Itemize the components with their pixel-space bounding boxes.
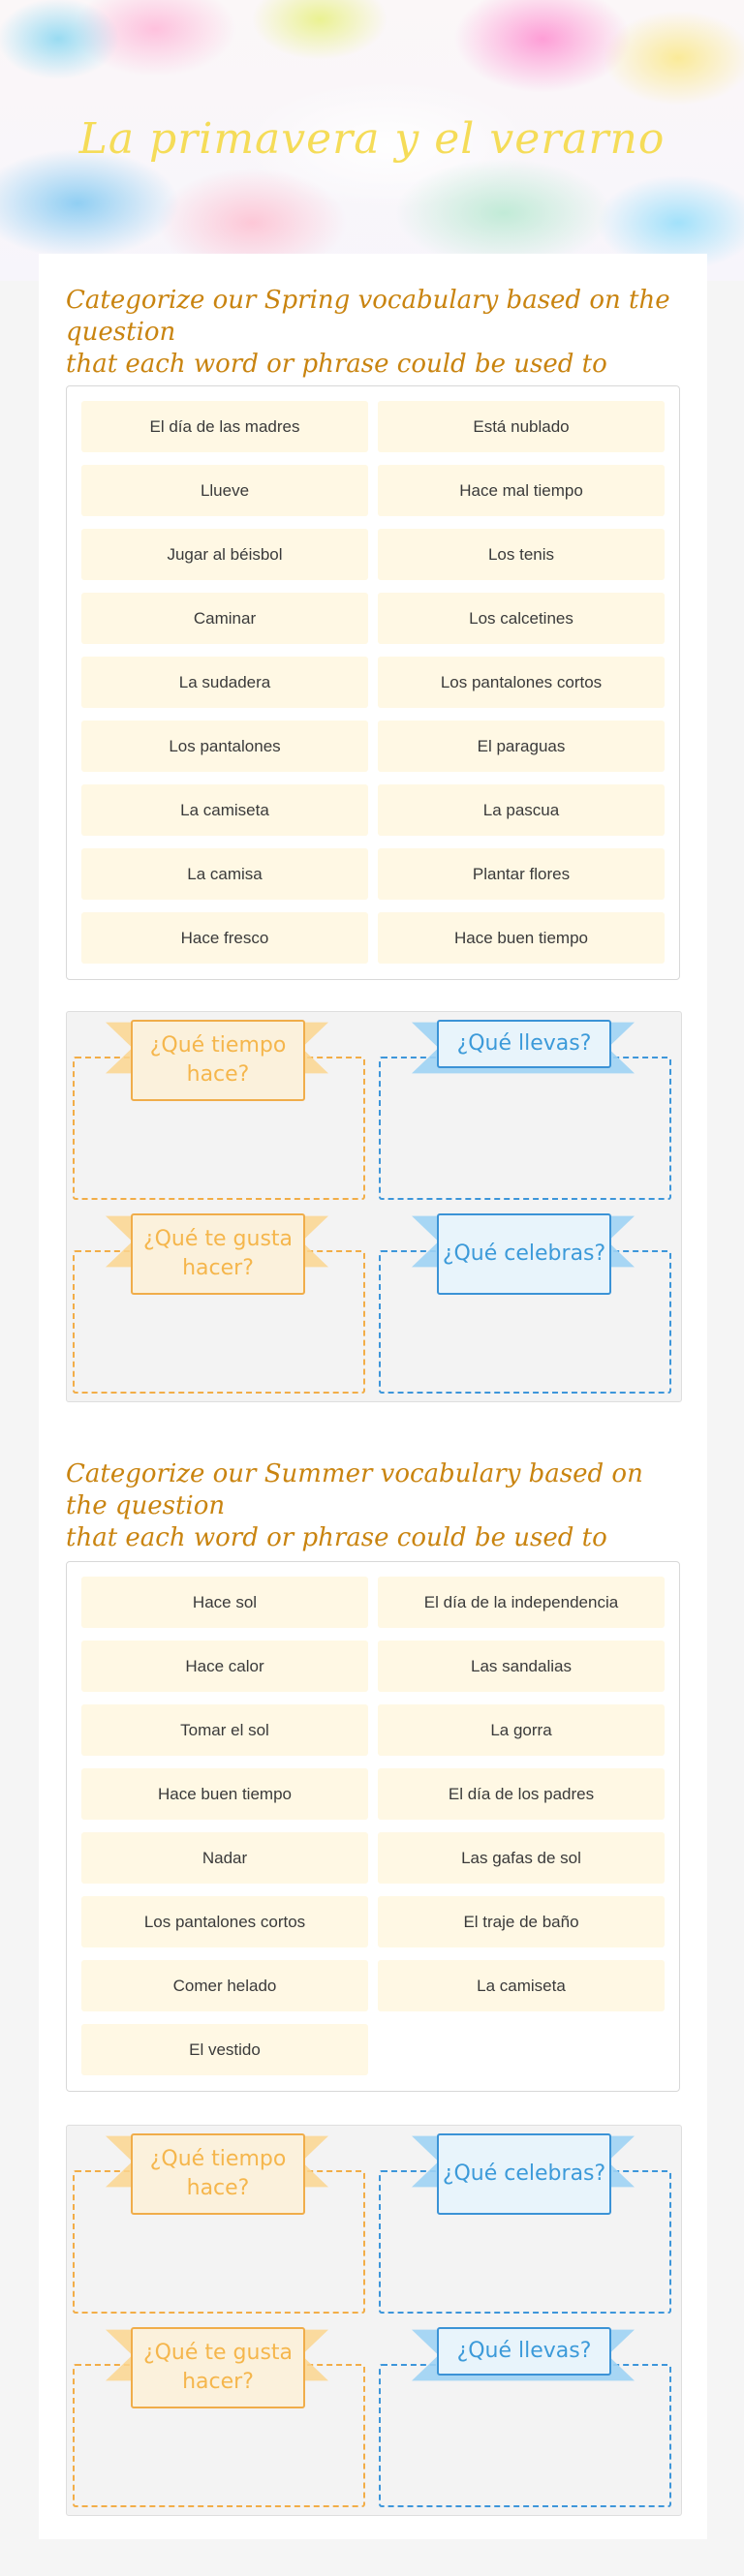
spring-category-area — [66, 1011, 682, 1402]
word-chip[interactable]: La camiseta — [378, 1960, 665, 2011]
word-chip[interactable]: La sudadera — [81, 657, 368, 708]
word-chip[interactable]: Los pantalones — [81, 721, 368, 772]
summer-word-bank — [66, 1561, 680, 2092]
word-chip[interactable]: El vestido — [81, 2024, 368, 2075]
spring-instructions-line1: Categorize our Spring vocabulary based on the question — [66, 286, 670, 347]
word-chip[interactable]: Comer helado — [81, 1960, 368, 2011]
category-label: ¿Qué celebras? — [437, 1213, 611, 1295]
word-chip[interactable]: El traje de baño — [378, 1896, 665, 1947]
word-chip[interactable]: La camisa — [81, 848, 368, 900]
category-label: ¿Qué llevas? — [437, 2327, 611, 2376]
word-chip[interactable]: El día de los padres — [378, 1768, 665, 1820]
word-chip[interactable]: Los calcetines — [378, 593, 665, 644]
word-chip[interactable]: Caminar — [81, 593, 368, 644]
word-chip[interactable]: Hace calor — [81, 1641, 368, 1692]
word-chip[interactable]: Los pantalones cortos — [378, 657, 665, 708]
word-chip[interactable]: Plantar flores — [378, 848, 665, 900]
word-chip[interactable]: Está nublado — [378, 401, 665, 452]
category-label: ¿Qué celebras? — [437, 2133, 611, 2215]
spring-instructions-line2: that each word or phrase could be used to — [66, 350, 607, 379]
worksheet-card — [39, 254, 707, 2539]
word-chip[interactable]: La pascua — [378, 784, 665, 836]
spring-word-bank — [66, 385, 680, 980]
category-label: ¿Qué te gusta hacer? — [131, 2327, 305, 2408]
word-chip[interactable]: La gorra — [378, 1704, 665, 1756]
word-chip[interactable]: Hace buen tiempo — [378, 912, 665, 964]
word-chip[interactable]: Tomar el sol — [81, 1704, 368, 1756]
word-chip[interactable]: Llueve — [81, 465, 368, 516]
word-chip[interactable]: El día de las madres — [81, 401, 368, 452]
category-drop-zone[interactable] — [379, 1057, 671, 1200]
header-watercolor-banner — [0, 0, 744, 281]
word-chip[interactable]: Los pantalones cortos — [81, 1896, 368, 1947]
summer-category-area — [66, 2125, 682, 2516]
word-chip[interactable]: Nadar — [81, 1832, 368, 1884]
summer-instructions-line2: that each word or phrase could be used to — [66, 1523, 607, 1552]
word-chip[interactable]: El paraguas — [378, 721, 665, 772]
word-chip[interactable]: Jugar al béisbol — [81, 529, 368, 580]
category-label: ¿Qué tiempo hace? — [131, 1020, 305, 1101]
category-label: ¿Qué llevas? — [437, 1020, 611, 1068]
word-chip[interactable]: El día de la independencia — [378, 1577, 665, 1628]
category-drop-zone[interactable] — [379, 2364, 671, 2507]
word-chip[interactable]: Las sandalias — [378, 1641, 665, 1692]
word-chip[interactable]: Hace buen tiempo — [81, 1768, 368, 1820]
summer-instructions-line1: Categorize our Summer vocabulary based on the question — [66, 1459, 643, 1520]
category-label: ¿Qué tiempo hace? — [131, 2133, 305, 2215]
word-chip[interactable]: Las gafas de sol — [378, 1832, 665, 1884]
word-chip[interactable]: Hace sol — [81, 1577, 368, 1628]
word-chip[interactable]: La camiseta — [81, 784, 368, 836]
word-chip[interactable]: Hace mal tiempo — [378, 465, 665, 516]
word-chip[interactable]: Hace fresco — [81, 912, 368, 964]
word-chip[interactable]: Los tenis — [378, 529, 665, 580]
page-title: La primavera y el verarno — [78, 114, 666, 164]
category-label: ¿Qué te gusta hacer? — [131, 1213, 305, 1295]
